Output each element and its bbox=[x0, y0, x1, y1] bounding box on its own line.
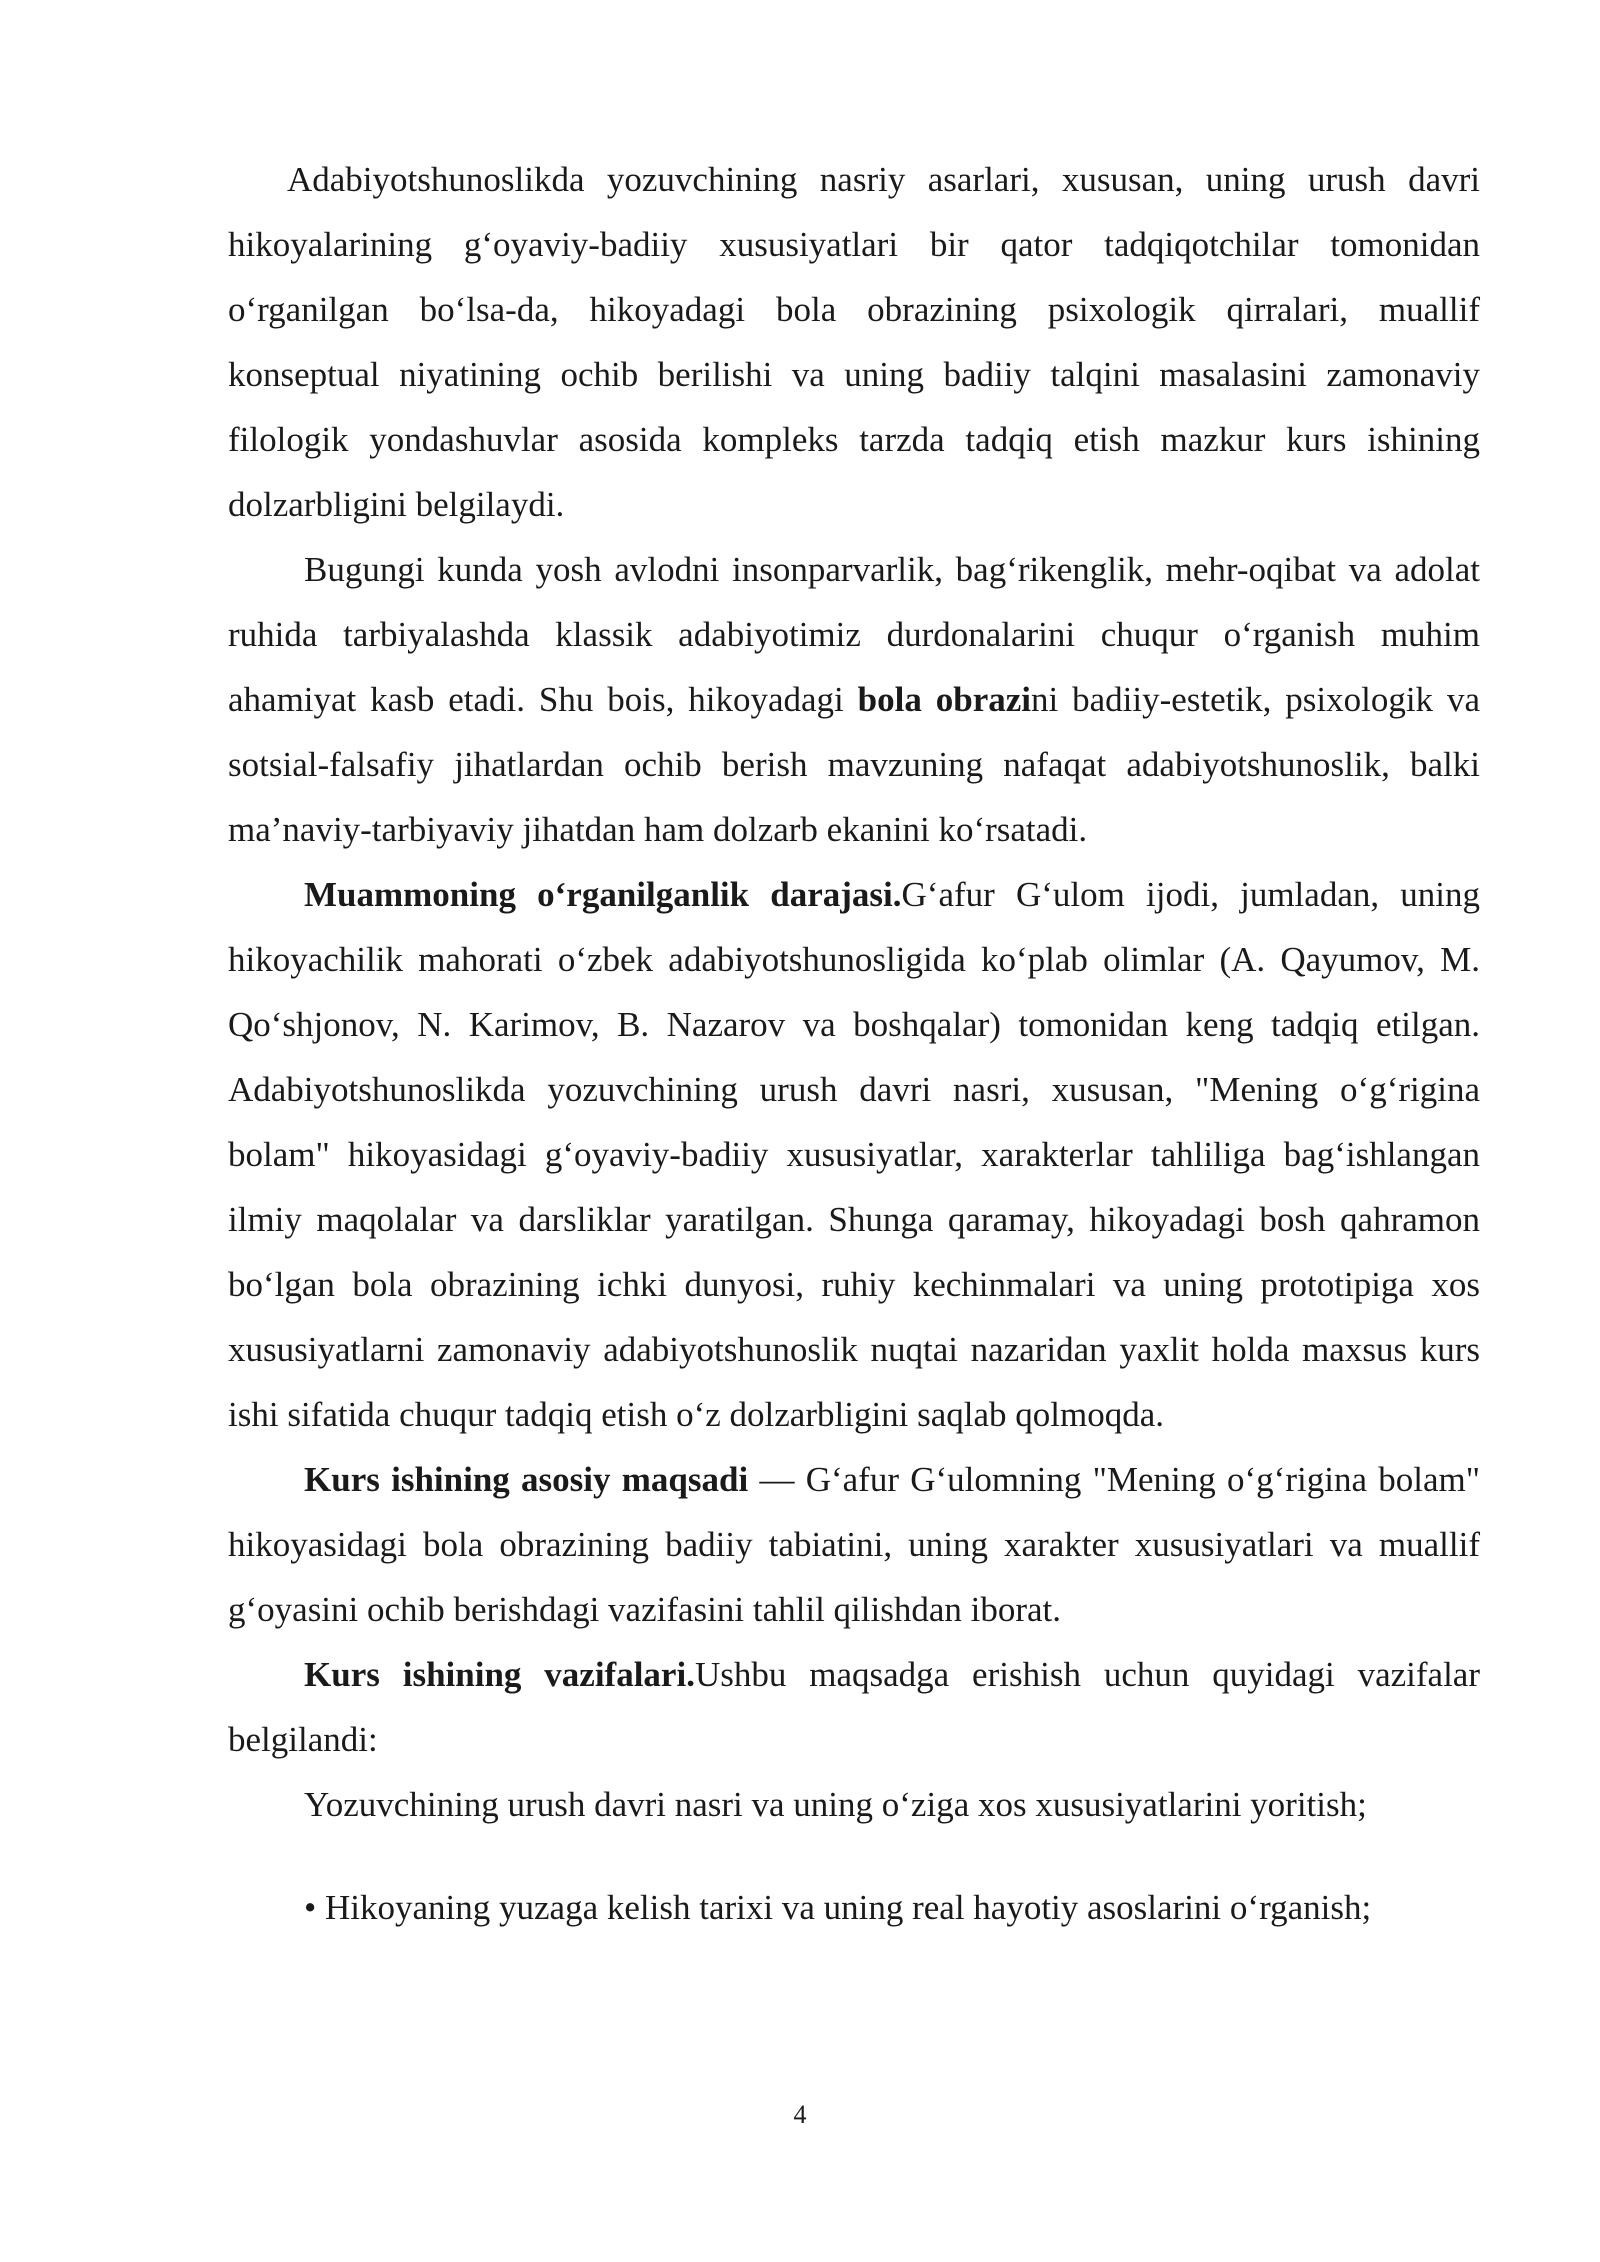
paragraph-importance bbox=[228, 537, 1480, 862]
paragraph-study-level-text: G‘afur G‘ulom ijodi, jumladan, uning hikoyachilik mahorati o‘zbek adabiyotshunosligida ko‘plab olimlar (A. Qayumov, M. Qo‘shjonov, N. Karimov, B. Nazarov va boshqalar) tomonidan keng tadqiq etilgan. Adabiyotshunoslikda yozuvchining urush davri nasri, xususan, "Mening o‘g‘rigina bolam" hikoyasidagi g‘oyaviy-badiiy xususiyatlar, xarakterlar tahliliga bag‘ishlangan ilmiy maqolalar va darsliklar yaratilgan. Shunga qaramay, hikoyadagi bosh qahramon bo‘lgan bola obrazining ichki dunyosi, ruhiy kechinmalari va uning prototipiga xos xususiyatlarni zamonaviy adabiyotshunoslik nuqtai nazaridan yaxlit holda maxsus kurs ishi sifatida chuqur tadqiq etish o‘z dolzarbligini saqlab qolmoqda. bbox=[228, 875, 1480, 1434]
paragraph-main-goal-text: — G‘afur G‘ulomning "Mening o‘g‘rigina bolam" hikoyasidagi bola obrazining badiiy tabiatini, uning xarakter xususiyatlari va muallif g‘oyasini ochib berishdagi vazifasini tahlil qilishdan iborat. bbox=[228, 1460, 1480, 1629]
task-item-2: • Hikoyaning yuzaga kelish tarixi va uning real hayotiy asoslarini o‘rganish; bbox=[304, 1888, 1372, 1927]
paragraph-relevance: Adabiyotshunoslikda yozuvchining nasriy asarlari, xususan, uning urush davri hikoyalarining g‘oyaviy-badiiy xususiyatlari bir qator tadqiqotchilar tomonidan o‘rganilgan bo‘lsa-da, hikoyadagi bola obrazining psixologik qirralari, muallif konseptual niyatining ochib berilishi va uning badiiy talqini masalasini zamonaviy filologik yondashuvlar asosida kompleks tarzda tadqiq etish mazkur kurs ishining dolzarbligini belgilaydi. bbox=[228, 160, 1480, 524]
page-number: 4 bbox=[793, 2100, 807, 2129]
paragraph-importance-text-start: Bugungi kunda yosh avlodni insonparvarlik, bag‘rikenglik, mehr-oqibat va adolat ruhida tarbiyalashda klassik adabiyotimiz durdonalarini chuqur o‘rganish muhim ahamiyat kasb etadi. Shu bois, hikoyadagi bbox=[228, 550, 1480, 719]
heading-main-goal: Kurs ishining asosiy maqsadi bbox=[304, 1460, 749, 1499]
list-spacer bbox=[228, 1837, 1480, 1875]
paragraph-study-level bbox=[228, 862, 1480, 1447]
paragraph-tasks-intro-text: Ushbu maqsadga erishish uchun quyidagi vazifalar belgilandi: bbox=[228, 1655, 1481, 1759]
task-item-1: Yozuvchining urush davri nasri va uning o‘ziga xos xususiyatlarini yoritish; bbox=[304, 1785, 1367, 1824]
document-page bbox=[228, 147, 1480, 1940]
bold-term-bola-obrazi: bola obrazi bbox=[857, 680, 1031, 719]
paragraph-tasks-intro bbox=[228, 1642, 1480, 1772]
heading-tasks: Kurs ishining vazifalari. bbox=[304, 1655, 695, 1694]
paragraph-importance-text-end: ni badiiy-estetik, psixologik va sotsial-falsafiy jihatlardan ochib berish mavzuning nafaqat adabiyotshunoslik, balki ma’naviy-tarbiyaviy jihatdan ham dolzarb ekanini ko‘rsatadi. bbox=[228, 680, 1480, 849]
heading-study-level: Muammoning o‘rganilganlik darajasi. bbox=[304, 875, 902, 914]
paragraph-main-goal bbox=[228, 1447, 1480, 1642]
